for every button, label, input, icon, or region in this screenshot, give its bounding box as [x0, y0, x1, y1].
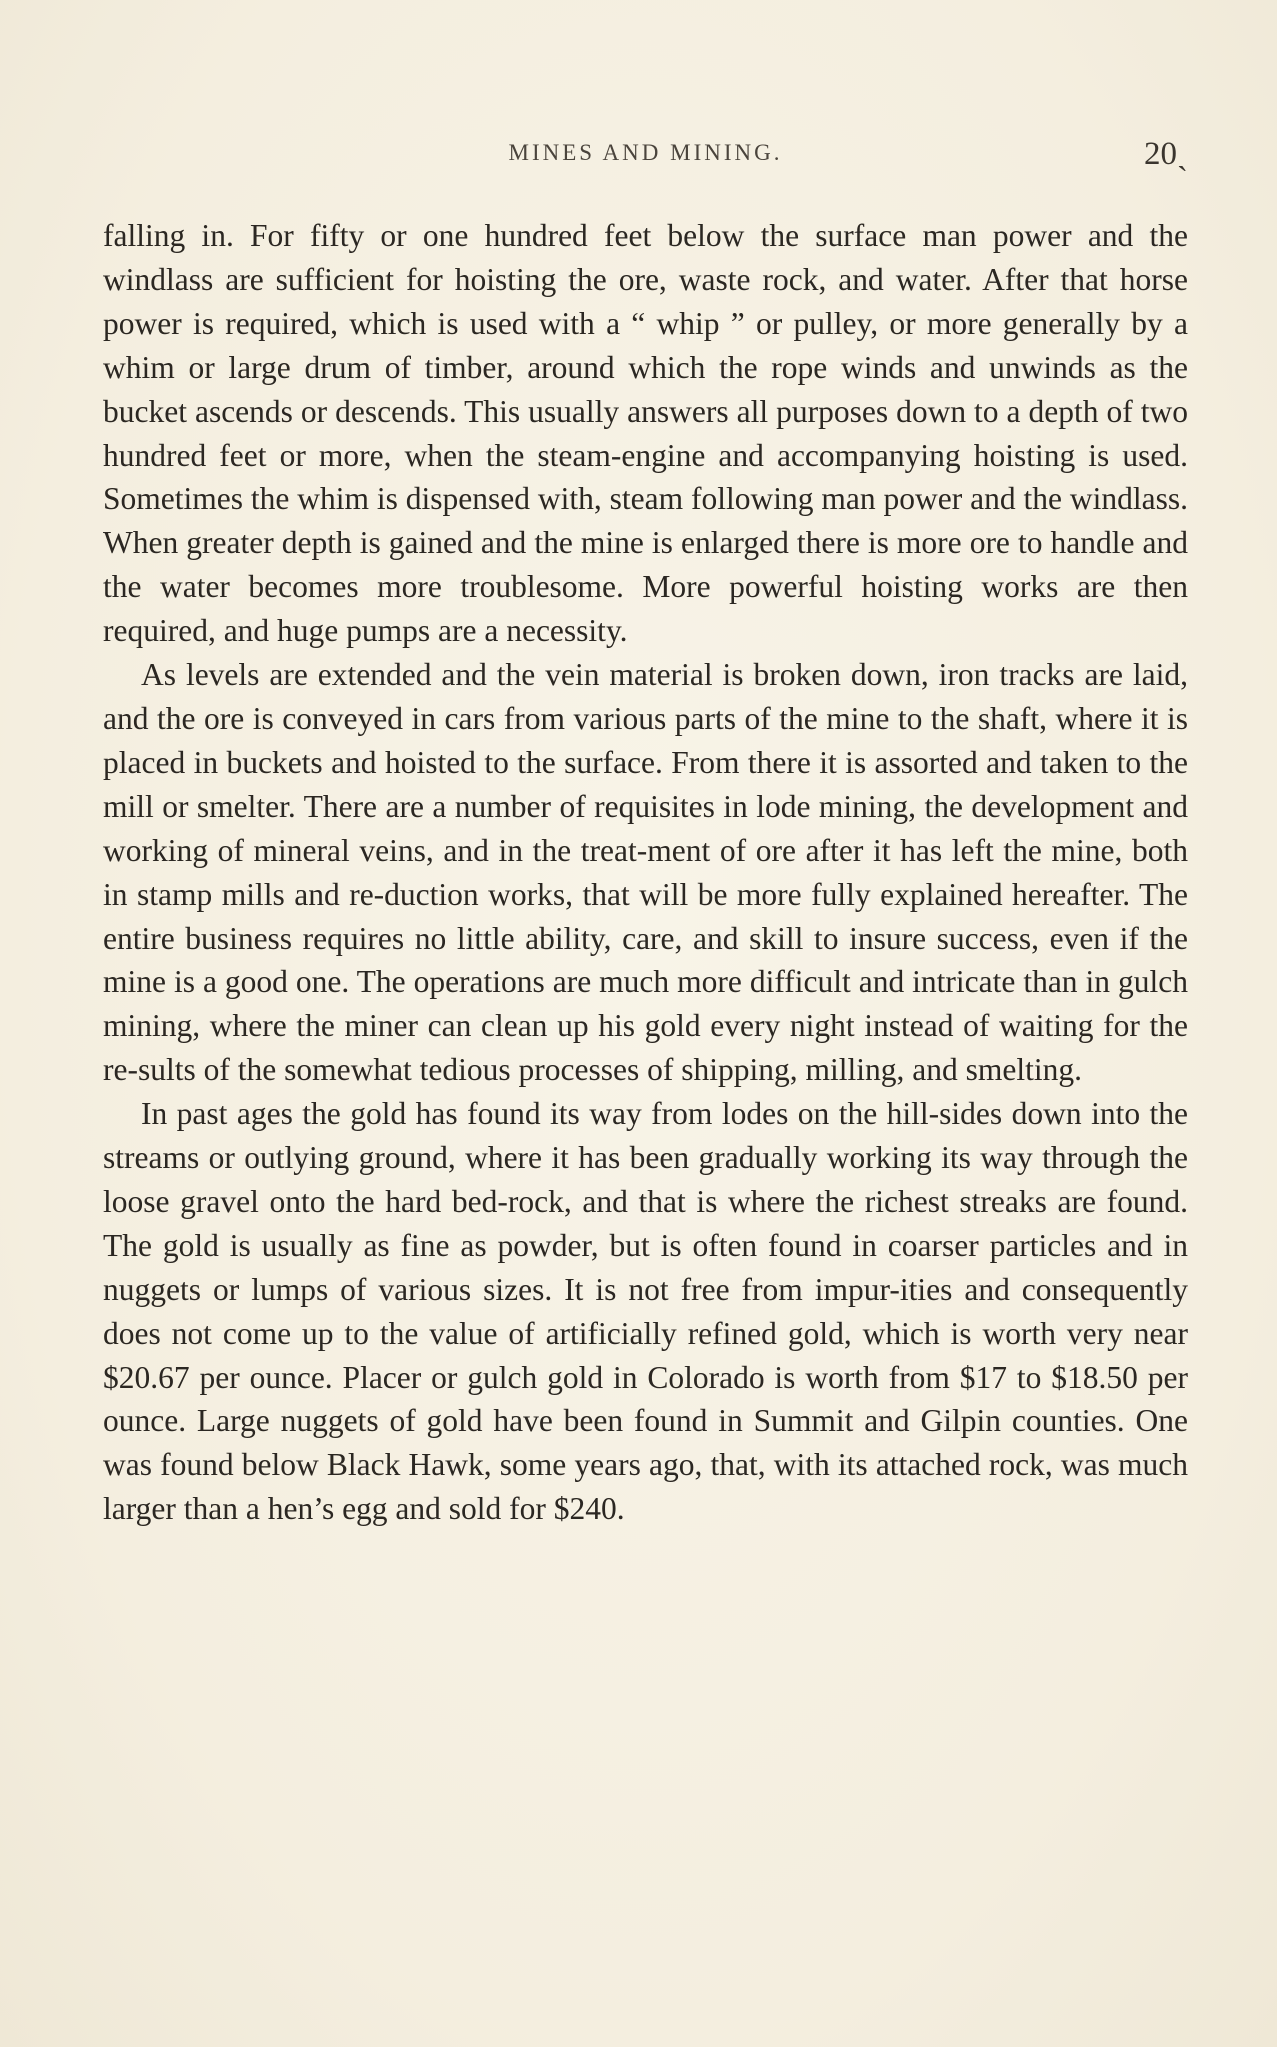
running-title: MINES AND MINING.: [508, 140, 783, 165]
paragraph-hoisting: falling in. For fifty or one hundred feet below the surface man power and the windlass are sufficient for hoisting the ore, waste rock, and water. After that horse power is required, which is used with a “ whip ” or pulley, or more generally by a whim or large drum of timber, around which the rope winds and unwinds as the bucket ascends or descends. This usually answers all purposes down to a depth of two hundred feet or more, when the steam-engine and accompanying hoisting is used. Sometimes the whim is dispensed with, steam following man power and the windlass. When greater depth is gained and the mine is enlarged there is more ore to handle and the water becomes more troublesome. More powerful hoisting works are then required, and huge pumps are a necessity.: [103, 218, 1188, 649]
body-text: [103, 214, 1188, 1531]
page-number: 20ˎ: [1144, 136, 1188, 172]
paragraph-placer-gold: In past ages the gold has found its way from lodes on the hill-sides down into the streams or outlying ground, where it has been gradually working its way through the loose gravel onto the hard bed-rock, and that is where the richest streaks are found. The gold is usually as fine as powder, but is often found in coarser particles and in nuggets or lumps of various sizes. It is not free from impur-ities and consequently does not come up to the value of artificially refined gold, which is worth very near $20.67 per ounce. Placer or gulch gold in Colorado is worth from $17 to $18.50 per ounce. Large nuggets of gold have been found in Summit and Gilpin counties. One was found below Black Hawk, some years ago, that, with its attached rock, was much larger than a hen’s egg and sold for $240.: [103, 1096, 1188, 1527]
running-head: [103, 136, 1188, 174]
paragraph-lode-mining: As levels are extended and the vein material is broken down, iron tracks are laid, and the ore is conveyed in cars from various parts of the mine to the shaft, where it is placed in buckets and hoisted to the surface. From there it is assorted and taken to the mill or smelter. There are a number of requisites in lode mining, the development and working of mineral veins, and in the treat-ment of ore after it has left the mine, both in stamp mills and re-duction works, that will be more fully explained hereafter. The entire business requires no little ability, care, and skill to insure success, even if the mine is a good one. The operations are much more difficult and intricate than in gulch mining, where the miner can clean up his gold every night instead of waiting for the re-sults of the somewhat tedious processes of shipping, milling, and smelting.: [103, 657, 1188, 1088]
